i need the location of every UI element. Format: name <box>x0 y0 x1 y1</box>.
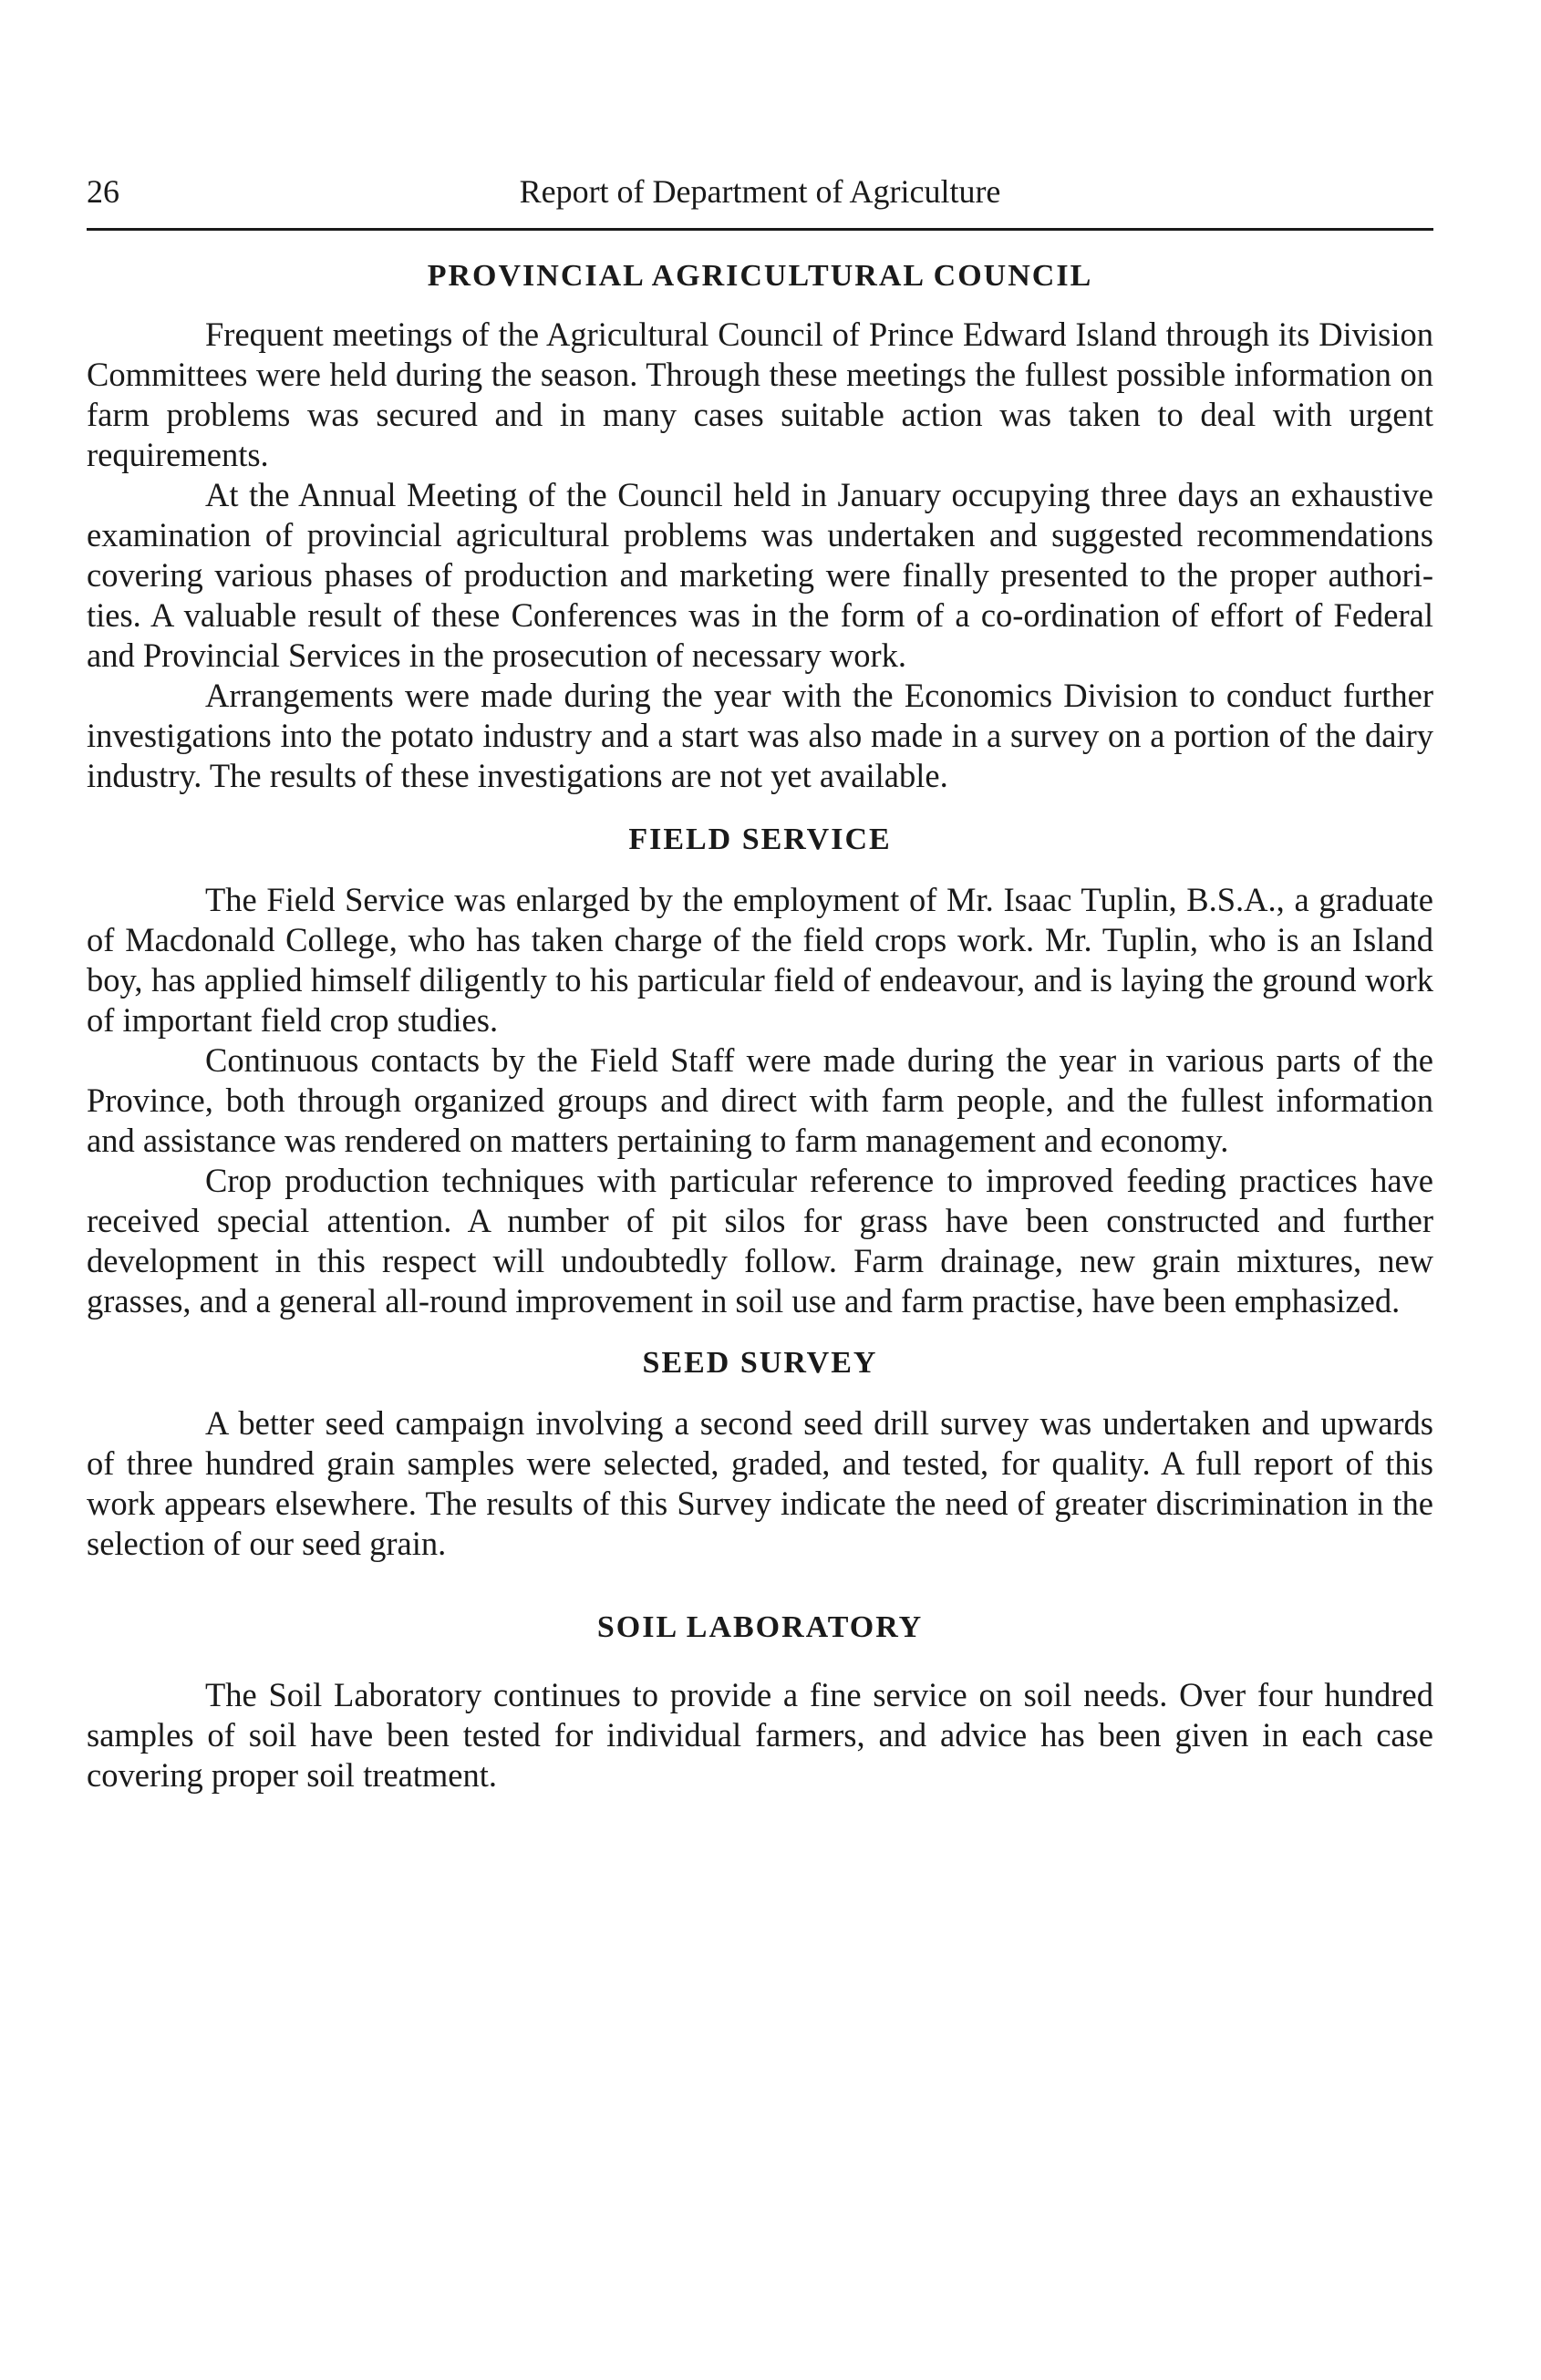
section-heading-soil-laboratory: SOIL LABORATORY <box>596 1610 924 1644</box>
paragraph: A better seed campaign involving a second seed drill survey was undertaken and upwards of three hundred grain samples were selected, graded, and tested, for quality. A full report of this work appears elsewhere. The results of this Survey indicate the need of greater discrimination in the selection of our seed grain. <box>87 1404 1433 1562</box>
document-page <box>87 164 1433 1795</box>
paragraph: The Field Service was enlarged by the employment of Mr. Isaac Tuplin, B.S.A., a graduate of Macdonald College, who has taken charge of the field crops work. Mr. Tuplin, who is an Island boy, has applied himself diligently to his particular field of endeavour, and is laying the ground work of important field crop studies. <box>87 881 1433 1039</box>
paragraph: The Soil Laboratory continues to provide a fine service on soil needs. Over four hundred samples of soil have been tested for individual farmers, and advice has been given in each case covering proper soil treatment. <box>87 1676 1433 1794</box>
section-heading-provincial-agricultural-council: PROVINCIAL AGRICULTURAL COUNCIL <box>427 259 1093 293</box>
running-header <box>87 164 1433 231</box>
paragraph: Continuous contacts by the Field Staff were made during the year in various parts of the Province, both through organized groups and direct with farm people, and the fullest information and assistance was rendered on matters pertaining to farm management and economy. <box>87 1041 1433 1159</box>
section-heading-field-service: FIELD SERVICE <box>628 823 892 856</box>
section-heading-seed-survey: SEED SURVEY <box>642 1346 878 1380</box>
running-title: Report of Department of Agriculture <box>519 173 1001 210</box>
page-number: 26 <box>87 173 119 210</box>
paragraph: Frequent meetings of the Agricultural Council of Prince Edward Island through its Division Committees were held during the season. Through these meetings the fullest possible information on farm problems was secured and in many cases suitable action was taken to deal with urgent requirements. <box>87 316 1433 473</box>
paragraph: At the Annual Meeting of the Council held in January occupying three days an exhaustive examination of provincial agricultural problems was undertaken and suggested recommendations covering various phases of production and marketing were finally presented to the proper authorities. A valuable result of these Conferences was in the form of a co-ordination of effort of Federal and Provincial Services in the prosecution of necessary work. <box>87 476 1433 674</box>
paragraph: Crop production techniques with particular reference to improved feeding practices have received special attention. A number of pit silos for grass have been constructed and further development in this respect will undoubtedly follow. Farm drainage, new grain mixtures, new grasses, and a general all-round improvement in soil use and farm practise, have been emphasized. <box>87 1162 1433 1319</box>
paragraph: Arrangements were made during the year with the Economics Division to conduct further investigations into the potato industry and a start was also made in a survey on a portion of the dairy industry. The results of these investigations are not yet available. <box>87 677 1433 794</box>
